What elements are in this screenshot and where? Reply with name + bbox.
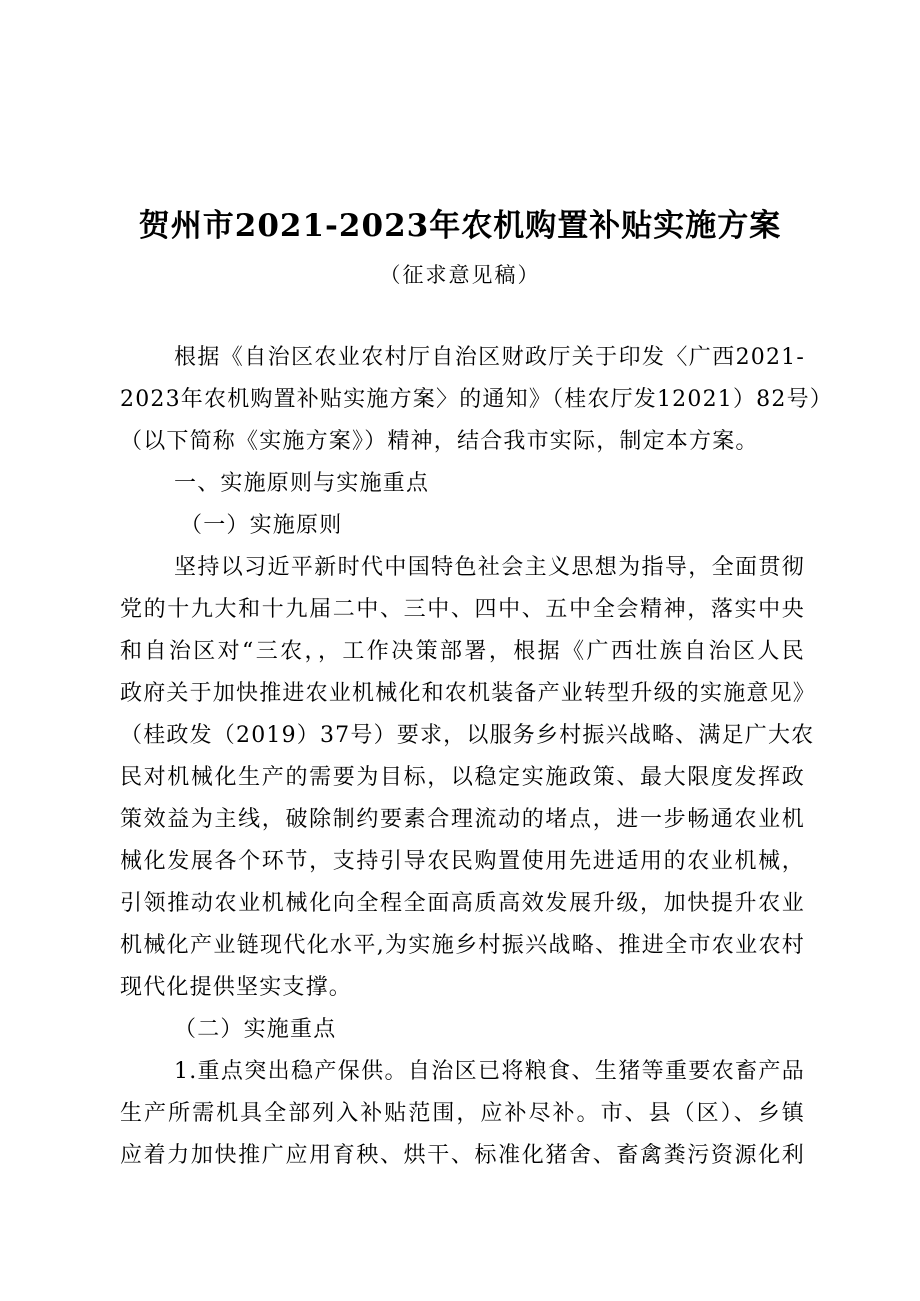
document-body [120, 337, 833, 1177]
paragraph-line: 根据《自治区农业农村厅自治区财政厅关于印发〈广西2021- [174, 345, 805, 370]
paragraph-line: 坚持以习近平新时代中国特色社会主义思想为指导，全面贯彻 [174, 555, 805, 580]
paragraph-line: 政府关于加快推进农业机械化和农机装备产业转型升级的实施意见》 [120, 681, 817, 706]
document-subtitle: （征求意见稿） [379, 263, 541, 287]
paragraph-line: 生产所需机具全部列入补贴范围，应补尽补。市、县（区）、乡镇 [120, 1101, 805, 1126]
paragraph-line: 现代化提供坚实支撑。 [120, 975, 353, 1000]
subsection-heading: （一）实施原则 [180, 513, 343, 538]
section-heading: 一、实施原则与实施重点 [174, 471, 430, 496]
paragraph-line: 策效益为主线，破除制约要素合理流动的堵点，进一步畅通农业机 [120, 807, 805, 832]
paragraph-line: 机械化产业链现代化水平,为实施乡村振兴战略、推进全市农业农村 [120, 933, 805, 958]
paragraph-line: 2023年农机购置补贴实施方案〉的通知》（桂农厅发12021）82号） [120, 387, 833, 412]
paragraph-line: 和自治区对“三农，，工作决策部署，根据《广西壮族自治区人民 [120, 639, 805, 664]
paragraph-line: 1.重点突出稳产保供。自治区已将粮食、生猪等重要农畜产品 [174, 1059, 805, 1084]
paragraph-line: 党的十九大和十九届二中、三中、四中、五中全会精神，落实中央 [120, 597, 805, 622]
subsection-heading: （二）实施重点 [174, 1017, 337, 1042]
paragraph-line: （桂政发（2019）37号）要求，以服务乡村振兴战略、满足广大农 [120, 723, 815, 748]
paragraph-line: 械化发展各个环节，支持引导农民购置使用先进适用的农业机械， [120, 849, 805, 874]
document-title: 贺州市2021-2023年农机购置补贴实施方案 [138, 208, 782, 244]
paragraph-line: （以下简称《实施方案》）精神，结合我市实际，制定本方案。 [120, 429, 759, 454]
paragraph-line: 民对机械化生产的需要为目标，以稳定实施政策、最大限度发挥政 [120, 765, 805, 790]
paragraph-line: 应着力加快推广应用育秧、烘干、标准化猪舍、畜禽粪污资源化利 [120, 1143, 805, 1168]
paragraph-line: 引领推动农业机械化向全程全面高质高效发展升级，加快提升农业 [120, 891, 805, 916]
